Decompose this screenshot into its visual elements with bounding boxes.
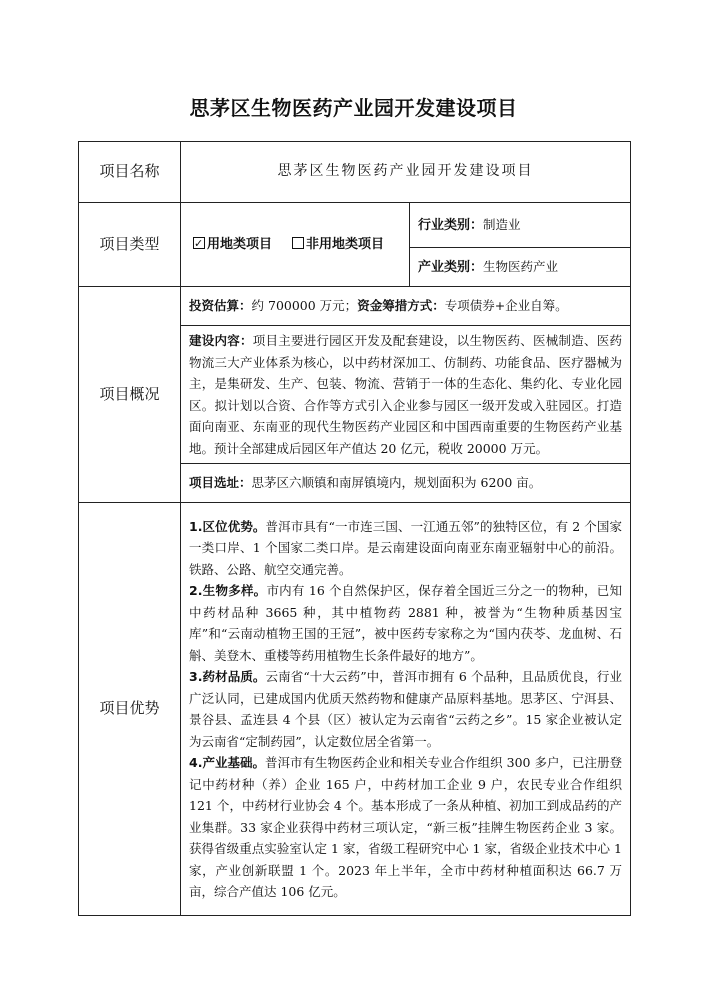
row-overview-invest (79, 287, 631, 326)
row-project-type-1 (79, 203, 631, 248)
document-title: 思茅区生物医药产业园开发建设项目 (189, 96, 518, 120)
project-table (78, 141, 631, 916)
industry-category: 行业类别：制造业 (410, 203, 631, 248)
project-site: 项目选址：思茅区六顺镇和南屏镇境内，规划面积为 6200 亩。 (181, 464, 631, 503)
advantage-item: 2.生物多样。市内有 16 个自然保护区，保存着全国近三分之一的物种，已知中药材品种 3665 种，其中植物药 2881 种，被誉为“生物种质基因宝库”和“云南动植物王国的王冠”，被中医药专家称之为“国内茯苓、龙血树、石斛、美登木、重楼等药用植物生长条件最好的地方”。 (189, 583, 622, 663)
label-project-type: 项目类型 (79, 203, 181, 287)
label-overview: 项目概况 (79, 287, 181, 503)
value-project-name: 思茅区生物医药产业园开发建设项目 (181, 142, 631, 203)
row-project-name (79, 142, 631, 203)
row-advantages (79, 503, 631, 916)
investment-estimate: 投资估算：约 700000 万元；资金筹措方式：专项债券+企业自筹。 (181, 287, 631, 326)
option-nonland-project: 非用地类项目 (306, 236, 385, 252)
advantage-item: 3.药材品质。云南省“十大云药”中，普洱市拥有 6 个品种，且品质优良，行业广泛认同，已建成国内优质天然药物和健康产品原料基地。思茅区、宁洱县、景谷县、孟连县 4 个县（区）被认定为云南省“云药之乡”。15 家企业被认定为云南省“定制药园”，认定数位居全省第一。 (189, 669, 622, 749)
sector-category: 产业类别：生物医药产业 (410, 248, 631, 287)
advantages-content (181, 503, 631, 916)
construction-content: 建设内容：项目主要进行园区开发及配套建设，以生物医药、医械制造、医药物流三大产业体系为核心，以中药材深加工、仿制药、功能食品、医疗器械为主，是集研发、生产、包装、物流、营销于一体的生态化、集约化、专业化园区。拟计划以合资、合作等方式引入企业参与园区一级开发或入驻园区。打造面向南亚、东南亚的现代生物医药产业园区和中国西南重要的生物医药产业基地。预计全部建成后园区年产值达 20 亿元，税收 20000 万元。 (181, 326, 631, 464)
project-type-options (181, 203, 410, 287)
label-project-name: 项目名称 (79, 142, 181, 203)
checked-box-icon (193, 237, 205, 249)
label-advantages: 项目优势 (79, 503, 181, 916)
advantage-item: 1.区位优势。普洱市具有“一市连三国、一江通五邻”的独特区位，有 2 个国家一类口岸、1 个国家二类口岸。是云南建设面向南亚东南亚辐射中心的前沿。铁路、公路、航空交通完善。 (189, 518, 622, 577)
option-land-project: 用地类项目 (207, 236, 273, 252)
unchecked-box-icon (292, 237, 304, 249)
advantage-item: 4.产业基础。普洱市有生物医药企业和相关专业合作组织 300 多户，已注册登记中药材种（养）企业 165 户，中药材加工企业 9 户，农民专业合作组织 121 个，中药材行业协会 4 个。基本形成了一条从种植、初加工到成品药的产业集群。33 家企业获得中药材三项认定，“新三板”挂牌生物医药企业 3 家。获得省级重点实验室认定 1 家，省级工程研究中心 1 家，省级企业技术中心 1 家，产业创新联盟 1 个。2023 年上半年，全市中药材种植面积达 66.7 万亩，综合产值达 106 亿元。 (189, 755, 622, 899)
